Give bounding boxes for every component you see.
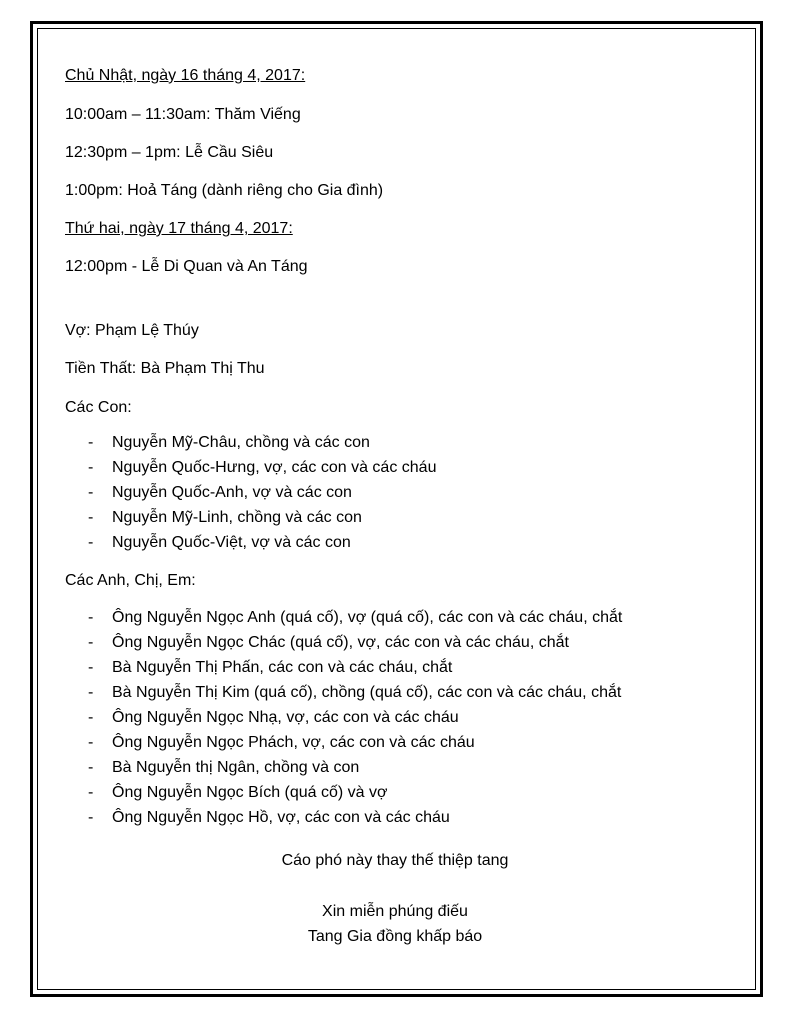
day2-heading: Thứ hai, ngày 17 tháng 4, 2017:	[65, 220, 293, 237]
dash-bullet: -	[88, 734, 94, 751]
day1-item-prayer: 12:30pm – 1pm: Lễ Cầu Siêu	[65, 144, 274, 161]
list-item: - Ông Nguyễn Ngọc Nhạ, vợ, các con và các cháu	[65, 705, 622, 730]
dash-bullet: -	[88, 484, 94, 501]
wife-line: Vợ: Phạm Lệ Thúy	[65, 322, 199, 339]
dash-bullet: -	[88, 459, 94, 476]
list-item: - Nguyễn Mỹ-Linh, chồng và các con	[65, 505, 436, 530]
closing-signoff: Tang Gia đồng khấp báo	[307, 928, 483, 945]
closing-request: Xin miễn phúng điếu	[322, 903, 468, 920]
dash-bullet: -	[88, 684, 94, 701]
dash-bullet: -	[88, 509, 94, 526]
list-item: - Bà Nguyễn thị Ngân, chồng và con	[65, 755, 622, 780]
dash-bullet: -	[88, 534, 94, 551]
list-item: - Ông Nguyễn Ngọc Anh (quá cố), vợ (quá cố), các con và các cháu, chắt	[65, 605, 622, 630]
list-item: - Bà Nguyễn Thị Kim (quá cố), chồng (quá cố), các con và các cháu, chắt	[65, 680, 622, 705]
siblings-label: Các Anh, Chị, Em:	[65, 572, 196, 589]
list-item: - Nguyễn Mỹ-Châu, chồng và các con	[65, 430, 436, 455]
dash-bullet: -	[88, 784, 94, 801]
list-item: - Ông Nguyễn Ngọc Bích (quá cố) và vợ	[65, 780, 622, 805]
list-item: - Bà Nguyễn Thị Phấn, các con và các cháu, chắt	[65, 655, 622, 680]
children-label: Các Con:	[65, 399, 132, 416]
list-item: - Ông Nguyễn Ngọc Hồ, vợ, các con và các cháu	[65, 805, 622, 830]
list-item: - Nguyễn Quốc-Việt, vợ và các con	[65, 530, 436, 555]
predecessor-line: Tiền Thất: Bà Phạm Thị Thu	[65, 360, 265, 377]
dash-bullet: -	[88, 709, 94, 726]
closing-notice: Cáo phó này thay thế thiệp tang	[281, 852, 509, 869]
dash-bullet: -	[88, 659, 94, 676]
list-item: - Nguyễn Quốc-Anh, vợ và các con	[65, 480, 436, 505]
dash-bullet: -	[88, 809, 94, 826]
day2-item-burial: 12:00pm - Lễ Di Quan và An Táng	[65, 258, 308, 275]
day1-item-visitation: 10:00am – 11:30am: Thăm Viếng	[65, 106, 301, 123]
dash-bullet: -	[88, 434, 94, 451]
list-item: - Ông Nguyễn Ngọc Phách, vợ, các con và các cháu	[65, 730, 622, 755]
dash-bullet: -	[88, 609, 94, 626]
day1-heading: Chủ Nhật, ngày 16 tháng 4, 2017:	[65, 67, 306, 84]
list-item: - Nguyễn Quốc-Hưng, vợ, các con và các cháu	[65, 455, 436, 480]
dash-bullet: -	[88, 634, 94, 651]
dash-bullet: -	[88, 759, 94, 776]
siblings-list	[65, 605, 622, 830]
day1-item-cremation: 1:00pm: Hoả Táng (dành riêng cho Gia đình)	[65, 182, 384, 199]
list-item: - Ông Nguyễn Ngọc Chác (quá cố), vợ, các con và các cháu, chắt	[65, 630, 622, 655]
children-list	[65, 430, 436, 555]
